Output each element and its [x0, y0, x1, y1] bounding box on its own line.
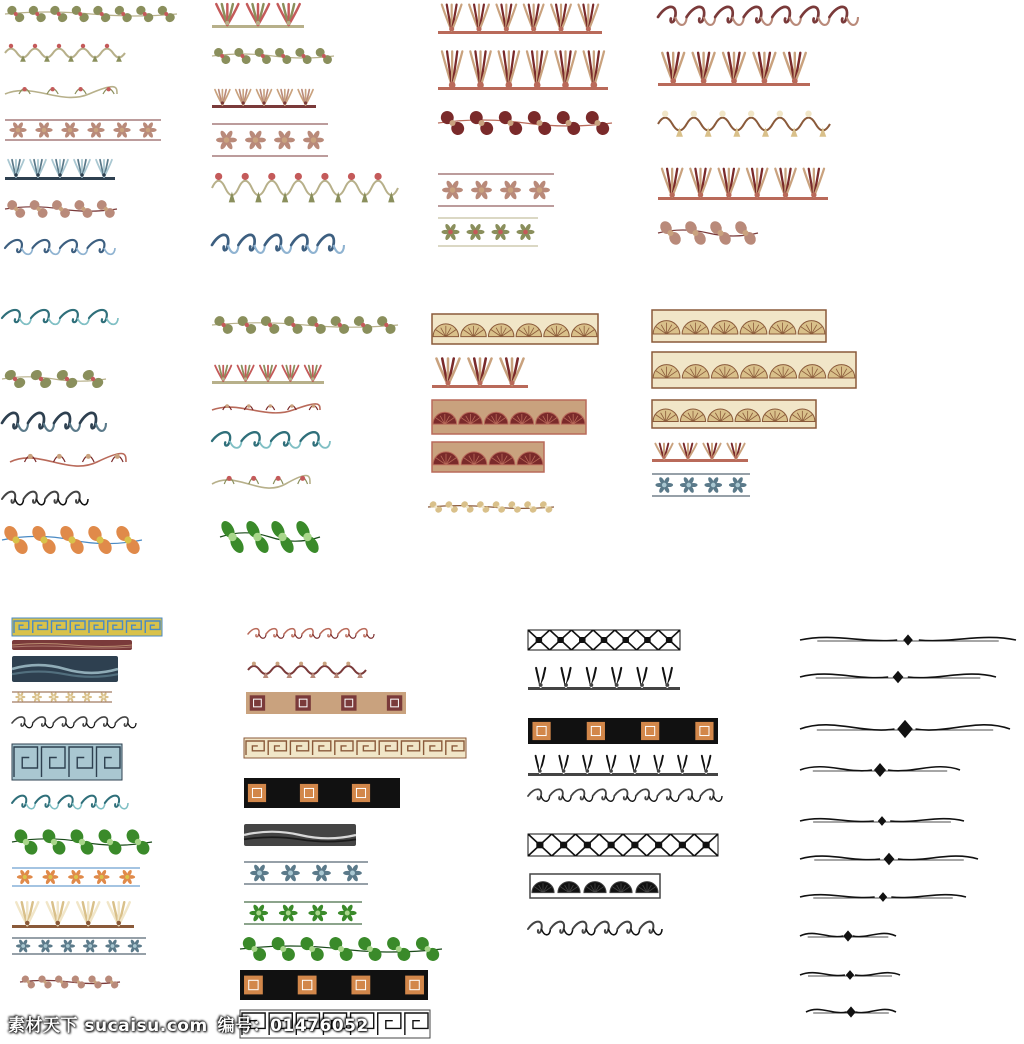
border-b27 [10, 453, 126, 466]
border-b44 [652, 444, 748, 462]
border-b66 [240, 935, 442, 964]
border-b63 [244, 824, 356, 846]
border-b38 [432, 400, 586, 434]
border-b25 [2, 368, 106, 390]
border-b69 [528, 630, 680, 650]
border-b54 [12, 868, 140, 886]
border-b11 [212, 124, 328, 156]
border-b43 [652, 400, 816, 428]
border-b75 [530, 874, 660, 898]
border-b6 [5, 198, 117, 219]
border-b50 [12, 717, 136, 728]
border-b52 [12, 796, 128, 809]
border-b17 [438, 174, 554, 206]
border-b34 [212, 475, 310, 488]
border-b33 [212, 432, 330, 448]
border-b46 [12, 618, 162, 636]
border-b58 [248, 629, 374, 639]
border-b18 [438, 218, 538, 246]
border-b86 [806, 1006, 896, 1017]
border-b61 [244, 738, 466, 758]
border-b13 [212, 235, 344, 253]
border-b71 [528, 718, 718, 744]
border-b77 [800, 634, 1016, 645]
border-b45 [652, 474, 750, 496]
border-b67 [240, 970, 428, 1000]
border-b26 [2, 413, 106, 431]
border-b70 [528, 668, 680, 690]
border-b76 [528, 922, 662, 935]
border-b48 [12, 656, 118, 682]
border-b31 [212, 366, 324, 384]
watermark-site: 素材天下 sucaisu.com [8, 1015, 208, 1036]
watermark-id: 编号：01476052 [217, 1015, 369, 1036]
border-b84 [800, 930, 896, 941]
border-b80 [800, 763, 960, 777]
border-b72 [528, 756, 718, 776]
watermark [8, 1010, 369, 1036]
border-b40 [428, 500, 554, 514]
border-b9 [212, 46, 334, 65]
border-b37 [432, 359, 528, 388]
border-b29 [2, 524, 143, 557]
border-b14 [438, 5, 602, 34]
border-b30 [212, 314, 398, 335]
border-b39 [432, 442, 544, 472]
border-b1 [5, 4, 177, 24]
border-b36 [432, 314, 598, 344]
border-b59 [248, 662, 366, 678]
border-b32 [212, 404, 320, 413]
border-b41 [652, 310, 826, 342]
border-b79 [800, 720, 1010, 738]
border-b8 [212, 4, 304, 28]
border-b62 [244, 778, 400, 808]
border-b65 [244, 902, 362, 924]
border-b22 [658, 169, 828, 200]
border-b82 [800, 853, 978, 866]
border-b74 [528, 834, 718, 856]
border-b16 [438, 109, 612, 138]
border-b3 [5, 87, 117, 98]
border-b24 [2, 310, 118, 324]
border-b28 [2, 492, 88, 505]
border-b2 [5, 44, 125, 62]
border-b78 [800, 671, 996, 684]
border-b53 [12, 827, 152, 857]
border-b51 [12, 744, 122, 780]
border-b60 [246, 692, 406, 714]
border-b21 [658, 111, 830, 137]
border-b15 [438, 51, 608, 90]
border-b19 [658, 7, 858, 25]
border-b47 [12, 640, 132, 650]
border-b81 [800, 816, 964, 826]
border-b83 [800, 892, 966, 902]
border-b12 [212, 173, 398, 203]
border-b55 [12, 902, 134, 928]
border-b20 [658, 53, 810, 86]
border-b23 [658, 219, 758, 247]
border-b57 [20, 974, 120, 990]
border-b35 [219, 519, 322, 556]
border-b64 [244, 862, 368, 884]
border-b49 [12, 692, 112, 702]
border-b4 [5, 120, 161, 140]
border-b5 [5, 160, 115, 180]
border-b85 [800, 970, 900, 980]
border-b7 [5, 240, 115, 254]
border-b42 [652, 352, 856, 388]
border-b10 [212, 90, 316, 108]
border-b73 [528, 789, 722, 801]
border-b56 [12, 938, 146, 954]
